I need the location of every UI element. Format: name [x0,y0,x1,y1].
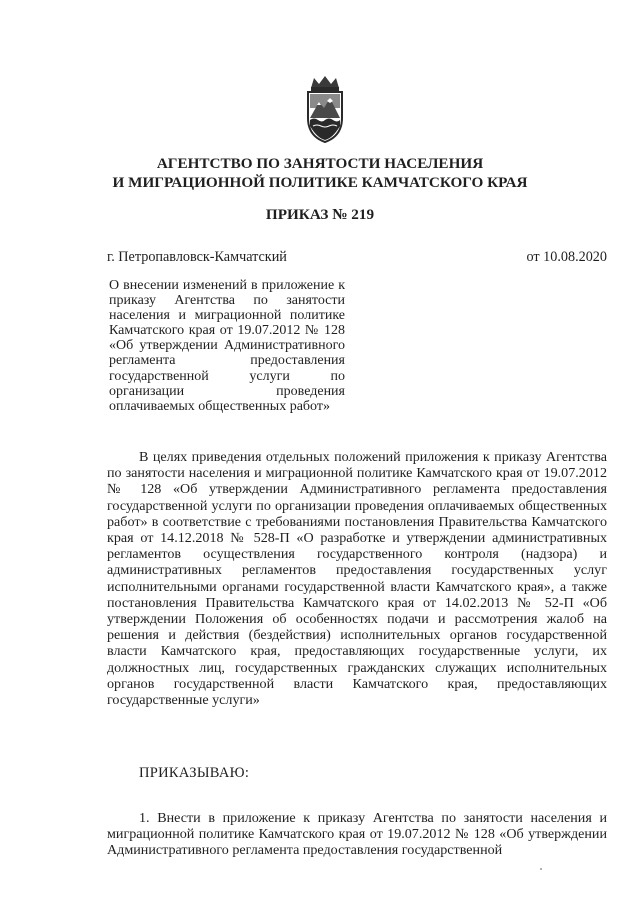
order-subject: О внесении изменений в приложение к приказу Агентства по занятости населения и миграционной политике Камчатского края от 19.07.2012 № 128 «Об утверждении Административного регламента предоставления государственной услуги по организации проведения оплачиваемых общественных работ» [109,278,345,414]
coat-of-arms-icon [303,74,347,144]
city-line: г. Петропавловск-Камчатский [107,249,287,265]
order-title: ПРИКАЗ № 219 [265,206,375,223]
organization-title-line-2: И МИГРАЦИОННОЙ ПОЛИТИКЕ КАМЧАТСКОГО КРАЯ [112,174,528,191]
preamble-paragraph: В целях приведения отдельных положений приложения к приказу Агентства по занятости населения и миграционной политике Камчатского края от 19.07.2012 № 128 «Об утверждении Административного регламента предоставления государственной услуги по организации проведения оплачиваемых общественных работ» в соответствие с требованиями постановления Правительства Камчатского края от 14.12.2018 № 528-П «О разработке и утверждении административных регламентов осуществления государственного контроля (надзора) и административных регламентов предоставления государственных услуг исполнительными органами государственной власти Камчатского края», а также постановления Правительства Камчатского края от 14.02.2013 № 52-П «Об утверждении Положения об особенностях подачи и рассмотрения жалоб на решения и действия (бездействия) исполнительных органов государственной власти Камчатского края, предоставляющих государственные услуги, их должностных лиц, государственных гражданских служащих исполнительных органов государственной власти Камчатского края, предоставляющих государственные услуги» [107,449,607,709]
scan-speck [540,868,542,870]
organization-title-line-1: АГЕНТСТВО ПО ЗАНЯТОСТИ НАСЕЛЕНИЯ [156,155,484,172]
order-command: ПРИКАЗЫВАЮ: [139,765,250,781]
order-item-1: 1. Внести в приложение к приказу Агентства по занятости населения и миграционной политике Камчатского края от 19.07.2012 № 128 «Об утверждении Административного регламента предоставления государственной [107,810,607,859]
order-date: от 10.08.2020 [526,249,607,265]
organization-title [60,154,580,192]
